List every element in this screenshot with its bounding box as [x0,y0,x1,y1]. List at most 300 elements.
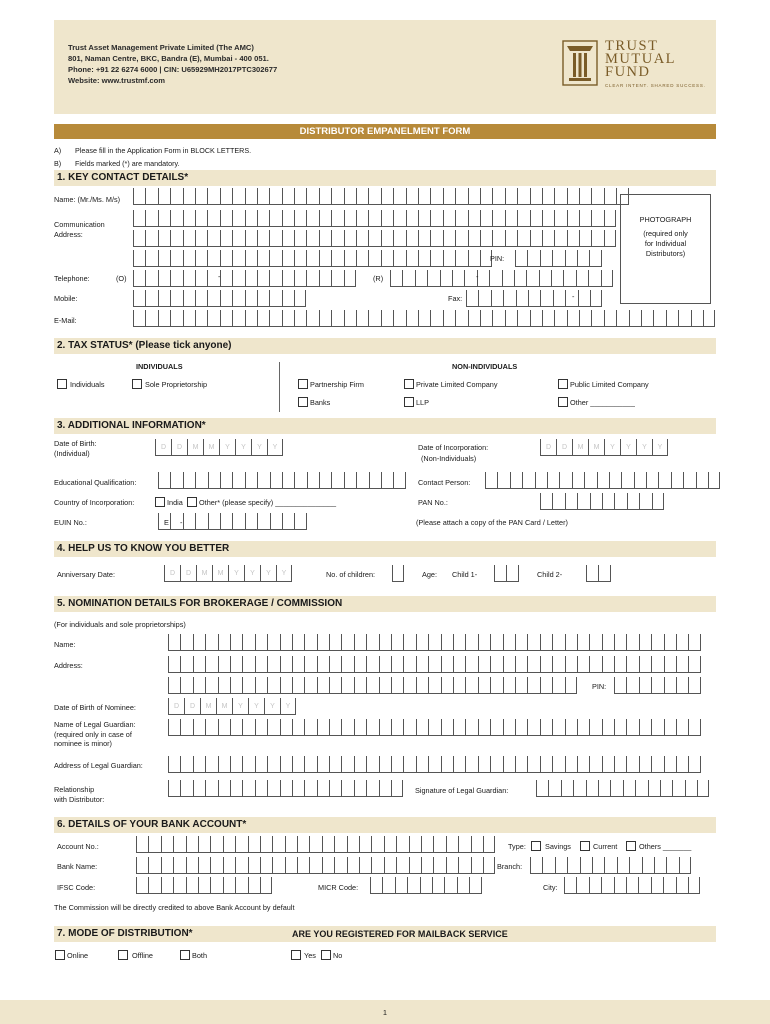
date-cell[interactable]: Y [260,565,276,582]
entry-cell[interactable] [554,310,566,327]
entry-cell[interactable] [173,857,185,874]
pan-field[interactable] [540,493,664,510]
entry-cell[interactable] [540,656,552,673]
entry-cell[interactable] [552,656,564,673]
entry-cell[interactable] [133,188,145,205]
entry-cell[interactable] [269,290,281,307]
entry-cell[interactable] [170,513,182,530]
entry-cell[interactable] [341,677,353,694]
entry-cell[interactable] [133,270,145,287]
entry-cell[interactable] [540,677,552,694]
doi-field[interactable] [540,439,668,456]
entry-cell[interactable] [555,857,567,874]
entry-cell[interactable] [676,656,688,673]
entry-cell[interactable] [478,290,490,307]
entry-cell[interactable] [430,188,442,205]
entry-cell[interactable] [629,310,641,327]
entry-cell[interactable] [542,230,554,247]
entry-cell[interactable] [453,677,465,694]
entry-cell[interactable] [554,188,566,205]
entry-cell[interactable] [232,230,244,247]
entry-cell[interactable] [468,188,480,205]
entry-cell[interactable] [552,634,564,651]
entry-cell[interactable] [517,310,529,327]
entry-cell[interactable] [198,836,210,853]
entry-cell[interactable] [282,290,294,307]
entry-cell[interactable] [590,493,602,510]
dob-field[interactable] [155,439,283,456]
entry-cell[interactable] [294,270,306,287]
entry-cell[interactable] [428,756,440,773]
entry-cell[interactable] [443,230,455,247]
entry-cell[interactable] [471,836,483,853]
entry-cell[interactable] [480,310,492,327]
entry-cell[interactable] [614,719,626,736]
entry-cell[interactable] [430,310,442,327]
entry-cell[interactable] [453,634,465,651]
entry-cell[interactable] [242,780,254,797]
entry-cell[interactable] [208,513,220,530]
entry-cell[interactable] [317,719,329,736]
entry-cell[interactable] [579,188,591,205]
entry-cell[interactable] [294,513,306,530]
entry-cell[interactable] [195,290,207,307]
entry-cell[interactable] [248,877,260,894]
entry-cell[interactable] [517,230,529,247]
entry-cell[interactable] [218,756,230,773]
entry-cell[interactable] [379,719,391,736]
entry-cell[interactable] [331,310,343,327]
entry-cell[interactable] [180,719,192,736]
entry-cell[interactable] [626,677,638,694]
entry-cell[interactable] [580,857,592,874]
entry-cell[interactable] [331,210,343,227]
entry-cell[interactable] [245,310,257,327]
date-cell[interactable]: Y [620,439,636,456]
entry-cell[interactable] [223,877,235,894]
entry-cell[interactable] [584,472,596,489]
entry-cell[interactable] [344,210,356,227]
entry-cell[interactable] [158,230,170,247]
entry-cell[interactable] [559,472,571,489]
entry-cell[interactable] [610,780,622,797]
entry-cell[interactable] [441,719,453,736]
other-checkbox[interactable] [558,397,568,407]
entry-cell[interactable] [602,719,614,736]
entry-cell[interactable] [443,210,455,227]
entry-cell[interactable] [381,310,393,327]
entry-cell[interactable] [604,310,616,327]
entry-cell[interactable] [421,857,433,874]
entry-cell[interactable] [660,780,672,797]
entry-cell[interactable] [245,188,257,205]
entry-cell[interactable] [577,719,589,736]
entry-cell[interactable] [403,656,415,673]
entry-cell[interactable] [257,188,269,205]
entry-cell[interactable] [158,270,170,287]
entry-cell[interactable] [183,188,195,205]
entry-cell[interactable] [602,756,614,773]
entry-cell[interactable] [604,188,616,205]
entry-cell[interactable] [527,756,539,773]
entry-cell[interactable] [344,188,356,205]
entry-cell[interactable] [329,656,341,673]
entry-cell[interactable] [428,634,440,651]
entry-cell[interactable] [639,493,651,510]
entry-cell[interactable] [573,780,585,797]
entry-cell[interactable] [183,210,195,227]
entry-cell[interactable] [319,270,331,287]
entry-cell[interactable] [260,857,272,874]
entry-cell[interactable] [503,756,515,773]
fax-field[interactable] [466,290,602,307]
entry-cell[interactable] [384,836,396,853]
entry-cell[interactable] [465,677,477,694]
entry-cell[interactable] [359,836,371,853]
entry-cell[interactable] [136,836,148,853]
entry-cell[interactable] [403,719,415,736]
llp-checkbox[interactable] [404,397,414,407]
entry-cell[interactable] [490,677,502,694]
entry-cell[interactable] [317,756,329,773]
entry-cell[interactable] [492,210,504,227]
entry-cell[interactable] [396,857,408,874]
entry-cell[interactable] [530,210,542,227]
entry-cell[interactable] [530,857,542,874]
entry-cell[interactable] [168,677,180,694]
entry-cell[interactable] [158,310,170,327]
date-cell[interactable]: M [196,565,212,582]
entry-cell[interactable] [565,493,577,510]
entry-cell[interactable] [331,250,343,267]
entry-cell[interactable] [322,836,334,853]
entry-cell[interactable] [586,780,598,797]
child2-age-field[interactable] [586,565,611,582]
entry-cell[interactable] [195,310,207,327]
both-checkbox[interactable] [180,950,190,960]
entry-cell[interactable] [654,857,666,874]
entry-cell[interactable] [173,877,185,894]
entry-cell[interactable] [170,250,182,267]
entry-cell[interactable] [393,230,405,247]
guardian-name-field[interactable] [168,719,701,736]
date-cell[interactable]: Y [604,439,620,456]
entry-cell[interactable] [641,310,653,327]
entry-cell[interactable] [597,472,609,489]
entry-cell[interactable] [269,210,281,227]
entry-cell[interactable] [586,565,598,582]
entry-cell[interactable] [567,310,579,327]
entry-cell[interactable] [232,290,244,307]
entry-cell[interactable] [381,472,393,489]
entry-cell[interactable] [230,756,242,773]
nominee-dob-field[interactable] [168,698,296,715]
entry-cell[interactable] [285,836,297,853]
entry-cell[interactable] [193,677,205,694]
entry-cell[interactable] [480,210,492,227]
partnership-checkbox[interactable] [298,379,308,389]
entry-cell[interactable] [220,210,232,227]
entry-cell[interactable] [331,230,343,247]
entry-cell[interactable] [604,230,616,247]
public-limited-checkbox[interactable] [558,379,568,389]
entry-cell[interactable] [528,290,540,307]
entry-cell[interactable] [465,719,477,736]
entry-cell[interactable] [505,230,517,247]
entry-cell[interactable] [614,877,626,894]
entry-cell[interactable] [614,677,626,694]
entry-cell[interactable] [515,250,527,267]
entry-cell[interactable] [354,780,366,797]
entry-cell[interactable] [232,513,244,530]
entry-cell[interactable] [601,877,613,894]
entry-cell[interactable] [418,250,430,267]
entry-cell[interactable] [678,310,690,327]
entry-cell[interactable] [294,188,306,205]
entry-cell[interactable] [443,250,455,267]
entry-cell[interactable] [183,310,195,327]
entry-cell[interactable] [639,656,651,673]
entry-cell[interactable] [356,472,368,489]
entry-cell[interactable] [653,310,665,327]
private-limited-checkbox[interactable] [404,379,414,389]
entry-cell[interactable] [672,780,684,797]
entry-cell[interactable] [319,188,331,205]
entry-cell[interactable] [567,210,579,227]
entry-cell[interactable] [685,780,697,797]
entry-cell[interactable] [393,472,405,489]
entry-cell[interactable] [688,877,700,894]
entry-cell[interactable] [542,857,554,874]
entry-cell[interactable] [133,290,145,307]
entry-cell[interactable] [242,656,254,673]
entry-cell[interactable] [220,230,232,247]
entry-cell[interactable] [392,565,404,582]
entry-cell[interactable] [577,493,589,510]
entry-cell[interactable] [651,656,663,673]
entry-cell[interactable] [379,756,391,773]
entry-cell[interactable] [515,677,527,694]
entry-cell[interactable] [344,472,356,489]
entry-cell[interactable] [664,656,676,673]
entry-cell[interactable] [145,250,157,267]
entry-cell[interactable] [381,250,393,267]
entry-cell[interactable] [173,836,185,853]
entry-cell[interactable] [614,493,626,510]
entry-cell[interactable] [547,472,559,489]
entry-cell[interactable] [170,290,182,307]
entry-cell[interactable] [602,493,614,510]
entry-cell[interactable] [257,230,269,247]
entry-cell[interactable] [492,230,504,247]
entry-cell[interactable] [554,210,566,227]
entry-cell[interactable] [285,857,297,874]
entry-cell[interactable] [317,780,329,797]
entry-cell[interactable] [269,230,281,247]
entry-cell[interactable] [539,270,551,287]
entry-cell[interactable] [430,230,442,247]
entry-cell[interactable] [579,210,591,227]
entry-cell[interactable] [269,250,281,267]
entry-cell[interactable] [183,290,195,307]
entry-cell[interactable] [207,290,219,307]
entry-cell[interactable] [652,493,664,510]
entry-cell[interactable] [161,836,173,853]
entry-cell[interactable] [145,188,157,205]
entry-cell[interactable] [210,836,222,853]
entry-cell[interactable] [503,719,515,736]
entry-cell[interactable] [433,857,445,874]
entry-cell[interactable] [257,250,269,267]
entry-cell[interactable] [455,188,467,205]
entry-cell[interactable] [158,472,170,489]
entry-cell[interactable] [257,210,269,227]
entry-cell[interactable] [207,210,219,227]
entry-cell[interactable] [577,634,589,651]
entry-cell[interactable] [309,857,321,874]
entry-cell[interactable] [567,188,579,205]
entry-cell[interactable] [489,270,501,287]
entry-cell[interactable] [601,270,613,287]
entry-cell[interactable] [294,250,306,267]
entry-cell[interactable] [471,857,483,874]
entry-cell[interactable] [354,634,366,651]
entry-cell[interactable] [306,270,318,287]
date-cell[interactable]: Y [232,698,248,715]
entry-cell[interactable] [223,836,235,853]
entry-cell[interactable] [552,677,564,694]
entry-cell[interactable] [245,472,257,489]
entry-cell[interactable] [180,677,192,694]
individuals-checkbox[interactable] [57,379,67,389]
entry-cell[interactable] [368,210,380,227]
entry-cell[interactable] [666,857,678,874]
entry-cell[interactable] [319,230,331,247]
entry-cell[interactable] [505,210,517,227]
entry-cell[interactable] [444,877,456,894]
entry-cell[interactable] [492,310,504,327]
entry-cell[interactable] [542,210,554,227]
entry-cell[interactable] [629,857,641,874]
anniversary-field[interactable] [164,565,292,582]
entry-cell[interactable] [218,677,230,694]
entry-cell[interactable] [627,493,639,510]
entry-cell[interactable] [683,472,695,489]
entry-cell[interactable] [220,513,232,530]
entry-cell[interactable] [168,634,180,651]
entry-cell[interactable] [205,677,217,694]
entry-cell[interactable] [393,250,405,267]
savings-checkbox[interactable] [531,841,541,851]
entry-cell[interactable] [257,290,269,307]
entry-cell[interactable] [418,310,430,327]
entry-cell[interactable] [443,310,455,327]
entry-cell[interactable] [602,634,614,651]
entry-cell[interactable] [334,836,346,853]
entry-cell[interactable] [407,877,419,894]
entry-cell[interactable] [634,472,646,489]
entry-cell[interactable] [341,756,353,773]
entry-cell[interactable] [366,756,378,773]
entry-cell[interactable] [391,756,403,773]
telephone-residence-field[interactable] [390,270,613,287]
entry-cell[interactable] [354,719,366,736]
date-cell[interactable]: Y [652,439,668,456]
entry-cell[interactable] [272,836,284,853]
entry-cell[interactable] [579,230,591,247]
entry-cell[interactable] [572,472,584,489]
entry-cell[interactable] [432,877,444,894]
entry-cell[interactable] [455,250,467,267]
account-no-field[interactable] [136,836,495,853]
entry-cell[interactable] [354,756,366,773]
banks-checkbox[interactable] [298,397,308,407]
entry-cell[interactable] [452,270,464,287]
telephone-office-field[interactable] [133,270,356,287]
entry-cell[interactable] [465,656,477,673]
entry-cell[interactable] [457,877,469,894]
entry-cell[interactable] [309,836,321,853]
entry-cell[interactable] [517,188,529,205]
entry-cell[interactable] [218,780,230,797]
date-cell[interactable]: Y [276,565,292,582]
address-line-1[interactable] [133,210,616,227]
entry-cell[interactable] [381,230,393,247]
entry-cell[interactable] [478,677,490,694]
mobile-field[interactable] [133,290,306,307]
entry-cell[interactable] [193,780,205,797]
children-field[interactable] [392,565,404,582]
entry-cell[interactable] [230,719,242,736]
entry-cell[interactable] [368,250,380,267]
entry-cell[interactable] [255,634,267,651]
entry-cell[interactable] [235,857,247,874]
entry-cell[interactable] [403,756,415,773]
entry-cell[interactable] [441,677,453,694]
entry-cell[interactable] [356,210,368,227]
entry-cell[interactable] [395,877,407,894]
entry-cell[interactable] [282,188,294,205]
entry-cell[interactable] [428,656,440,673]
date-cell[interactable]: D [540,439,556,456]
entry-cell[interactable] [697,780,709,797]
entry-cell[interactable] [329,719,341,736]
entry-cell[interactable] [491,290,503,307]
entry-cell[interactable] [591,230,603,247]
entry-cell[interactable] [232,310,244,327]
entry-cell[interactable] [344,270,356,287]
mailback-yes-checkbox[interactable] [291,950,301,960]
entry-cell[interactable] [331,270,343,287]
entry-cell[interactable] [478,719,490,736]
date-cell[interactable]: Y [228,565,244,582]
entry-cell[interactable] [623,780,635,797]
entry-cell[interactable] [393,188,405,205]
entry-cell[interactable] [218,634,230,651]
entry-cell[interactable] [468,250,480,267]
entry-cell[interactable] [195,210,207,227]
date-cell[interactable]: M [187,439,203,456]
entry-cell[interactable] [220,188,232,205]
entry-cell[interactable] [591,188,603,205]
entry-cell[interactable] [267,634,279,651]
entry-cell[interactable] [506,565,518,582]
entry-cell[interactable] [527,250,539,267]
entry-cell[interactable] [341,780,353,797]
entry-cell[interactable] [195,270,207,287]
entry-cell[interactable] [371,857,383,874]
relationship-field[interactable] [168,780,403,797]
